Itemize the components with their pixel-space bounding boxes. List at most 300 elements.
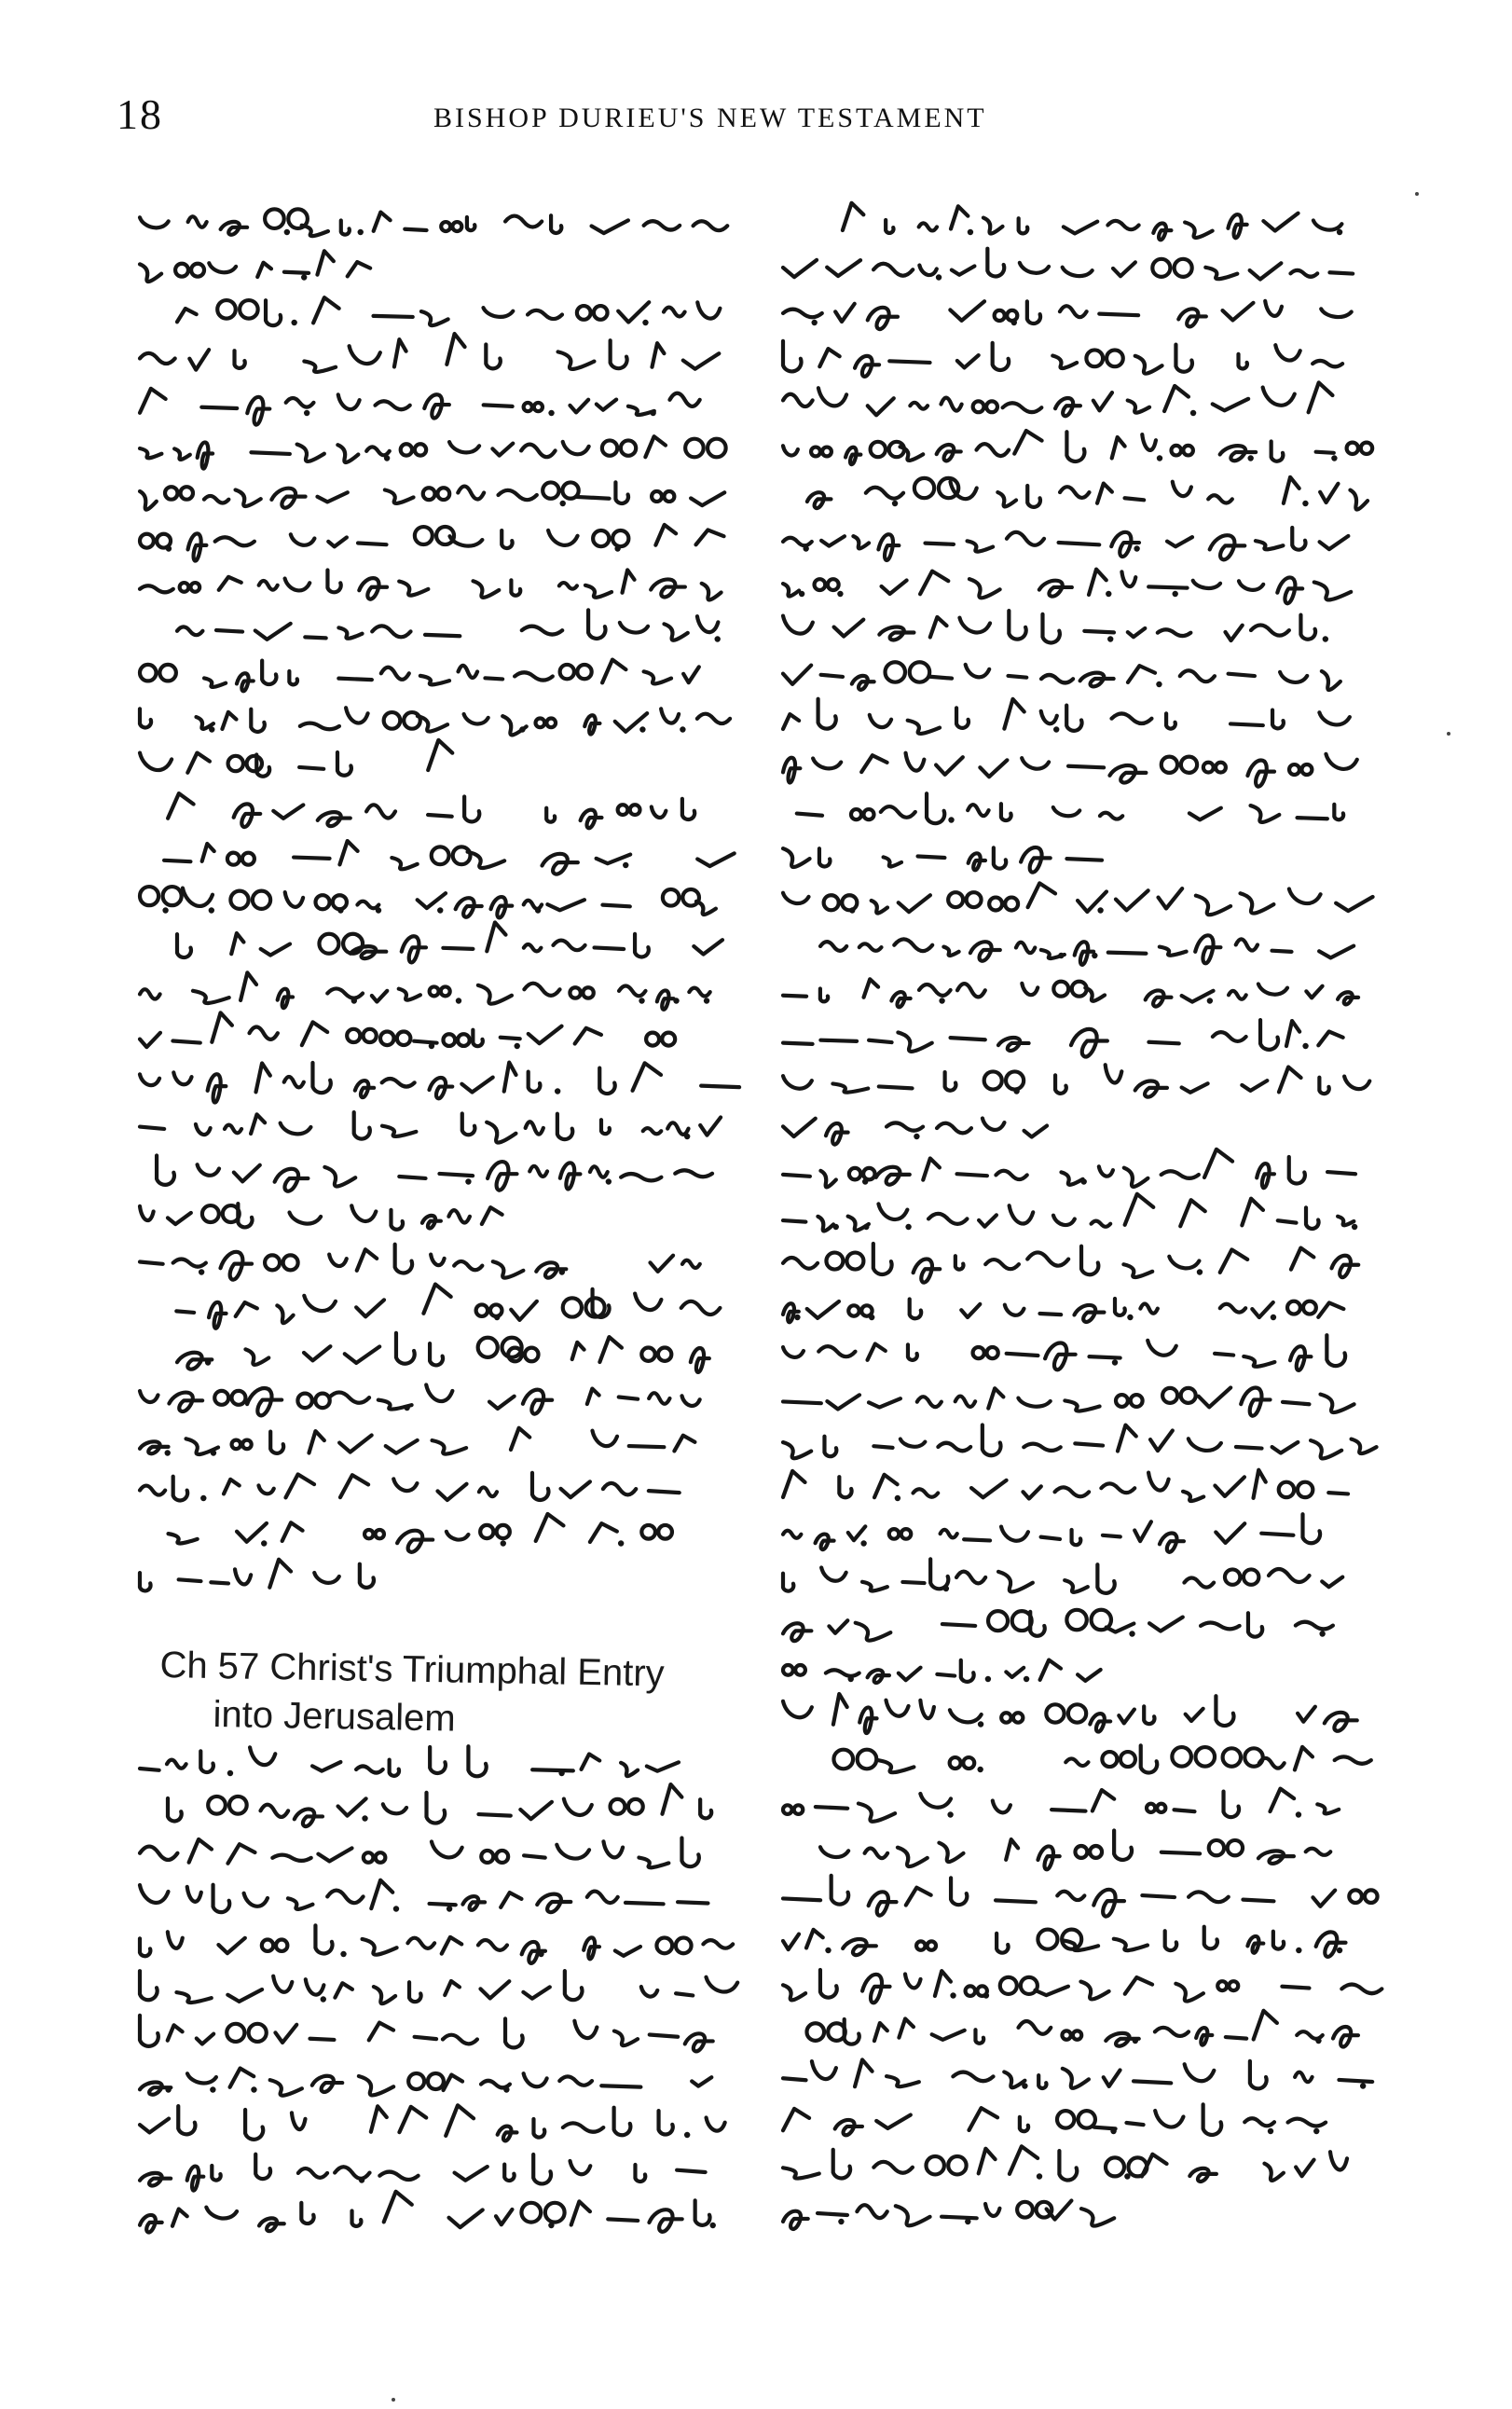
shorthand-glyph xyxy=(826,1253,863,1270)
shorthand-glyph xyxy=(1045,1342,1076,1370)
shorthand-glyph xyxy=(1282,1987,1309,1989)
shorthand-glyph xyxy=(1319,712,1349,724)
shorthand-glyph xyxy=(1287,1301,1316,1315)
shorthand-glyph xyxy=(783,446,798,455)
punctuation-dot xyxy=(1058,953,1064,958)
shorthand-glyph xyxy=(1292,528,1305,550)
shorthand-glyph xyxy=(920,1700,934,1718)
shorthand-glyph xyxy=(661,709,679,723)
shorthand-glyph xyxy=(951,206,968,228)
shorthand-glyph xyxy=(557,1114,572,1139)
shorthand-line xyxy=(783,979,1358,1007)
shorthand-glyph xyxy=(345,1346,379,1362)
shorthand-glyph xyxy=(859,943,882,950)
shorthand-glyph xyxy=(783,1442,811,1458)
shorthand-glyph xyxy=(582,1754,600,1769)
shorthand-glyph xyxy=(546,808,555,822)
shorthand-glyph xyxy=(309,1431,323,1452)
shorthand-glyph xyxy=(234,1165,260,1182)
shorthand-glyph xyxy=(1215,1477,1244,1496)
shorthand-glyph xyxy=(848,1526,866,1540)
shorthand-glyph xyxy=(1016,943,1035,953)
shorthand-glyph xyxy=(783,1043,813,1044)
shorthand-glyph xyxy=(357,902,378,908)
shorthand-glyph xyxy=(1244,1356,1274,1367)
shorthand-glyph xyxy=(1349,1890,1377,1903)
shorthand-glyph xyxy=(694,221,728,230)
shorthand-glyph xyxy=(682,799,694,819)
shorthand-glyph xyxy=(1161,1852,1200,1854)
shorthand-glyph xyxy=(446,2105,474,2136)
shorthand-glyph xyxy=(819,848,831,866)
shorthand-glyph xyxy=(168,793,194,819)
shorthand-glyph xyxy=(318,812,351,826)
shorthand-glyph xyxy=(430,1343,443,1365)
shorthand-line xyxy=(843,203,1342,241)
shorthand-glyph xyxy=(644,221,680,229)
shorthand-line xyxy=(140,209,727,236)
shorthand-glyph xyxy=(979,1215,997,1226)
shorthand-glyph xyxy=(1272,951,1292,952)
shorthand-glyph xyxy=(813,758,841,768)
shorthand-glyph xyxy=(970,942,1000,961)
shorthand-glyph xyxy=(1158,629,1191,636)
shorthand-glyph xyxy=(177,626,202,635)
shorthand-glyph xyxy=(418,893,446,908)
shorthand-glyph xyxy=(284,1077,304,1087)
shorthand-glyph xyxy=(357,1249,377,1271)
shorthand-glyph xyxy=(1161,1171,1199,1178)
punctuation-dot xyxy=(614,545,620,551)
shorthand-glyph xyxy=(140,353,175,364)
punctuation-dot xyxy=(351,998,357,1003)
shorthand-glyph xyxy=(1331,1256,1358,1277)
shorthand-glyph xyxy=(1185,222,1212,238)
shorthand-glyph xyxy=(140,1206,154,1220)
shorthand-glyph xyxy=(829,1620,847,1633)
shorthand-glyph xyxy=(351,1205,376,1221)
shorthand-glyph xyxy=(595,947,625,949)
shorthand-glyph xyxy=(664,308,685,317)
shorthand-glyph xyxy=(441,222,461,231)
shorthand-glyph xyxy=(1258,984,1287,994)
shorthand-glyph xyxy=(1134,2081,1171,2083)
shorthand-glyph xyxy=(202,844,214,861)
shorthand-glyph xyxy=(1269,1569,1310,1582)
shorthand-glyph xyxy=(1297,2031,1323,2039)
punctuation-dot xyxy=(948,817,954,822)
shorthand-glyph xyxy=(926,2156,966,2174)
shorthand-glyph xyxy=(1072,1530,1081,1545)
shorthand-glyph xyxy=(168,1932,183,1948)
shorthand-line xyxy=(140,1245,700,1280)
shorthand-glyph xyxy=(917,1397,942,1407)
shorthand-glyph xyxy=(414,1041,436,1043)
shorthand-line xyxy=(140,482,724,509)
shorthand-line xyxy=(177,610,721,641)
shorthand-glyph xyxy=(865,1849,888,1859)
shorthand-glyph xyxy=(548,530,577,545)
shorthand-glyph xyxy=(524,1855,545,1857)
punctuation-dot xyxy=(1197,1269,1203,1274)
shorthand-glyph xyxy=(1128,400,1149,412)
shorthand-glyph xyxy=(1216,1523,1244,1543)
shorthand-glyph xyxy=(845,447,860,464)
shorthand-glyph xyxy=(428,815,452,817)
shorthand-glyph xyxy=(811,447,832,457)
shorthand-glyph xyxy=(428,740,452,770)
shorthand-glyph xyxy=(783,714,799,729)
shorthand-line xyxy=(783,1470,1348,1501)
shorthand-glyph xyxy=(524,984,559,996)
shorthand-glyph xyxy=(833,1750,876,1769)
shorthand-glyph xyxy=(959,618,990,633)
shorthand-glyph xyxy=(908,721,940,734)
shorthand-glyph xyxy=(511,1301,537,1320)
shorthand-glyph xyxy=(1024,1126,1048,1137)
shorthand-line xyxy=(140,2192,716,2233)
shorthand-glyph xyxy=(140,1127,164,1129)
shorthand-glyph xyxy=(1149,1617,1183,1631)
punctuation-dot xyxy=(1011,320,1017,325)
shorthand-glyph xyxy=(621,1763,638,1776)
shorthand-glyph xyxy=(998,1572,1033,1592)
shorthand-glyph xyxy=(898,1848,928,1866)
shorthand-line xyxy=(140,1473,680,1501)
shorthand-glyph xyxy=(227,853,254,865)
shorthand-glyph xyxy=(937,1674,955,1676)
shorthand-glyph xyxy=(849,1168,875,1179)
shorthand-glyph xyxy=(338,394,360,409)
shorthand-glyph xyxy=(1279,1482,1313,1497)
shorthand-glyph xyxy=(317,492,347,502)
shorthand-glyph xyxy=(1060,306,1087,317)
shorthand-glyph xyxy=(449,442,479,452)
shorthand-glyph xyxy=(906,753,925,771)
shorthand-glyph xyxy=(237,673,254,691)
shorthand-glyph xyxy=(375,401,409,409)
shorthand-glyph xyxy=(1239,581,1263,590)
shorthand-line xyxy=(140,389,700,425)
shorthand-glyph xyxy=(619,985,645,996)
shorthand-glyph xyxy=(853,536,869,548)
shorthand-glyph xyxy=(619,1397,638,1399)
shorthand-line xyxy=(783,847,1102,873)
punctuation-dot xyxy=(914,1134,919,1139)
shorthand-glyph xyxy=(1344,1077,1369,1090)
punctuation-dot xyxy=(1106,591,1111,597)
shorthand-glyph xyxy=(523,1390,552,1414)
shorthand-glyph xyxy=(1065,1758,1088,1766)
shorthand-glyph xyxy=(894,939,932,951)
shorthand-glyph xyxy=(140,989,160,998)
shorthand-glyph xyxy=(1027,301,1040,323)
shorthand-glyph xyxy=(1020,2117,1028,2131)
shorthand-glyph xyxy=(973,1347,998,1358)
shorthand-glyph xyxy=(1236,939,1258,950)
shorthand-glyph xyxy=(857,2205,887,2218)
shorthand-glyph xyxy=(1295,2072,1312,2082)
shorthand-glyph xyxy=(1009,676,1027,678)
shorthand-glyph xyxy=(304,1296,336,1311)
shorthand-glyph xyxy=(783,1934,799,1950)
shorthand-glyph xyxy=(1101,1483,1134,1493)
shorthand-glyph xyxy=(706,1977,737,1992)
shorthand-glyph xyxy=(919,984,951,996)
shorthand-glyph xyxy=(285,579,310,591)
shorthand-glyph xyxy=(1208,495,1232,502)
shorthand-line xyxy=(783,699,1350,734)
shorthand-glyph xyxy=(700,1799,711,1818)
shorthand-glyph xyxy=(1296,1622,1333,1630)
shorthand-glyph xyxy=(297,1394,329,1408)
shorthand-glyph xyxy=(871,442,904,457)
shorthand-glyph xyxy=(386,1440,418,1453)
punctuation-dot xyxy=(794,1315,800,1320)
shorthand-glyph xyxy=(536,1514,564,1541)
shorthand-glyph xyxy=(783,666,811,684)
shorthand-glyph xyxy=(286,398,314,407)
chapter-heading-line-2: into Jerusalem xyxy=(213,1694,457,1740)
punctuation-dot xyxy=(1173,591,1178,597)
shorthand-glyph xyxy=(224,1480,240,1494)
shorthand-glyph xyxy=(225,1125,241,1134)
shorthand-glyph xyxy=(529,1072,541,1092)
shorthand-glyph xyxy=(251,1114,265,1134)
punctuation-dot xyxy=(838,2219,844,2224)
punctuation-dot xyxy=(1319,1631,1325,1636)
shorthand-glyph xyxy=(1142,434,1156,450)
shorthand-glyph xyxy=(570,2161,591,2174)
shorthand-glyph xyxy=(521,445,555,458)
shorthand-glyph xyxy=(886,662,930,681)
shorthand-glyph xyxy=(639,1858,668,1868)
shorthand-glyph xyxy=(1000,1977,1038,1994)
shorthand-glyph xyxy=(694,940,722,954)
shorthand-glyph xyxy=(585,585,612,598)
shorthand-glyph xyxy=(916,1941,936,1949)
shorthand-glyph xyxy=(1103,1535,1120,1537)
shorthand-glyph xyxy=(140,389,166,413)
shorthand-glyph xyxy=(937,445,961,461)
shorthand-glyph xyxy=(662,1784,681,1814)
shorthand-glyph xyxy=(1111,532,1139,557)
shorthand-glyph xyxy=(592,1431,617,1446)
punctuation-dot xyxy=(393,1906,399,1911)
shorthand-glyph xyxy=(1306,1207,1319,1229)
punctuation-dot xyxy=(623,862,628,868)
shorthand-glyph xyxy=(230,2069,254,2087)
shorthand-line xyxy=(140,570,722,599)
shorthand-glyph xyxy=(683,353,720,369)
shorthand-glyph xyxy=(164,860,190,861)
shorthand-glyph xyxy=(393,1479,417,1491)
shorthand-glyph xyxy=(667,1122,688,1135)
shorthand-glyph xyxy=(1314,582,1351,599)
shorthand-glyph xyxy=(1093,392,1112,410)
shorthand-glyph xyxy=(262,661,276,684)
punctuation-dot xyxy=(535,907,541,913)
shorthand-glyph xyxy=(564,1799,592,1815)
shorthand-glyph xyxy=(1295,1747,1313,1770)
shorthand-glyph xyxy=(173,1260,206,1267)
shorthand-glyph xyxy=(216,630,242,632)
shorthand-glyph xyxy=(597,855,631,864)
shorthand-glyph xyxy=(819,349,839,366)
shorthand-glyph xyxy=(227,2024,267,2042)
shorthand-glyph xyxy=(818,2213,847,2215)
punctuation-dot xyxy=(1134,545,1139,551)
shorthand-glyph xyxy=(140,887,182,905)
shorthand-glyph xyxy=(511,580,520,595)
shorthand-glyph xyxy=(649,1491,680,1493)
shorthand-glyph xyxy=(1265,301,1282,316)
shorthand-glyph xyxy=(444,2075,462,2091)
shorthand-glyph xyxy=(169,1393,202,1411)
shorthand-glyph xyxy=(1256,541,1284,549)
shorthand-glyph xyxy=(306,1979,324,1994)
shorthand-glyph xyxy=(887,2076,919,2086)
shorthand-glyph xyxy=(420,676,449,684)
shorthand-glyph xyxy=(337,445,358,462)
shorthand-glyph xyxy=(1338,1217,1354,1226)
shorthand-glyph xyxy=(685,2033,713,2051)
shorthand-glyph xyxy=(919,223,937,230)
shorthand-glyph xyxy=(1081,2209,1114,2225)
shorthand-glyph xyxy=(1213,1032,1246,1041)
shorthand-glyph xyxy=(504,2165,514,2181)
shorthand-glyph xyxy=(140,665,176,681)
shorthand-glyph xyxy=(505,216,542,227)
shorthand-glyph xyxy=(177,309,197,322)
shorthand-glyph xyxy=(1321,1395,1354,1412)
shorthand-glyph xyxy=(821,536,845,545)
shorthand-glyph xyxy=(1018,1398,1050,1407)
punctuation-dot xyxy=(1022,2083,1027,2088)
shorthand-line xyxy=(140,1925,733,1963)
shorthand-glyph xyxy=(833,2150,850,2179)
shorthand-glyph xyxy=(873,1446,892,1448)
shorthand-glyph xyxy=(697,853,734,866)
shorthand-glyph xyxy=(807,1301,839,1318)
shorthand-glyph xyxy=(1279,1067,1301,1093)
shorthand-glyph xyxy=(1052,356,1077,369)
shorthand-line xyxy=(783,570,1351,604)
shorthand-line xyxy=(140,1746,679,1776)
punctuation-dot xyxy=(1268,2128,1273,2134)
shorthand-glyph xyxy=(374,316,413,317)
shorthand-glyph xyxy=(1189,1892,1229,1902)
shorthand-glyph xyxy=(140,217,169,227)
shorthand-glyph xyxy=(140,2173,171,2186)
shorthand-glyph xyxy=(227,1844,254,1864)
shorthand-glyph xyxy=(1086,350,1122,366)
shorthand-glyph xyxy=(820,942,846,951)
shorthand-glyph xyxy=(302,226,328,236)
shorthand-glyph xyxy=(533,2154,551,2183)
shorthand-glyph xyxy=(140,2215,162,2232)
shorthand-glyph xyxy=(1001,1713,1023,1722)
shorthand-glyph xyxy=(930,1559,948,1589)
shorthand-glyph xyxy=(985,1260,1019,1269)
punctuation-dot xyxy=(1157,455,1162,461)
shorthand-glyph xyxy=(1121,571,1135,586)
shorthand-glyph xyxy=(140,1033,160,1047)
shorthand-glyph xyxy=(1306,986,1322,998)
shorthand-line xyxy=(797,793,1343,823)
shorthand-glyph xyxy=(691,1348,709,1372)
shorthand-glyph xyxy=(442,1937,461,1954)
punctuation-dot xyxy=(1127,1315,1133,1320)
shorthand-glyph xyxy=(1135,1081,1167,1097)
shorthand-glyph xyxy=(172,2209,187,2225)
shorthand-glyph xyxy=(1225,626,1242,640)
shorthand-glyph xyxy=(481,1851,508,1863)
shorthand-glyph xyxy=(405,229,426,230)
shorthand-glyph xyxy=(478,1940,507,1950)
shorthand-glyph xyxy=(618,302,649,322)
shorthand-glyph xyxy=(198,442,213,468)
shorthand-glyph xyxy=(1114,1830,1132,1860)
punctuation-dot xyxy=(860,1540,866,1546)
shorthand-glyph xyxy=(439,1174,473,1176)
shorthand-glyph xyxy=(878,534,899,560)
punctuation-dot xyxy=(162,907,168,913)
shorthand-glyph xyxy=(818,388,846,406)
shorthand-glyph xyxy=(1116,1395,1143,1407)
shorthand-glyph xyxy=(685,439,725,458)
left-shorthand-text xyxy=(140,191,736,2279)
shorthand-glyph xyxy=(983,1425,1001,1456)
shorthand-glyph xyxy=(1241,1387,1270,1415)
shorthand-glyph xyxy=(176,1311,194,1313)
shorthand-glyph xyxy=(338,1798,366,1815)
punctuation-dot xyxy=(200,1495,206,1501)
shorthand-glyph xyxy=(674,1436,694,1452)
shorthand-glyph xyxy=(783,1574,793,1591)
punctuation-dot xyxy=(985,1676,991,1682)
left-column xyxy=(140,191,736,2279)
shorthand-glyph xyxy=(1126,2123,1143,2125)
punctuation-dot xyxy=(684,2132,690,2138)
shorthand-glyph xyxy=(364,1852,386,1863)
shorthand-glyph xyxy=(806,1930,823,1948)
shorthand-line xyxy=(783,1335,1345,1370)
shorthand-glyph xyxy=(985,2204,999,2216)
shorthand-glyph xyxy=(824,1437,836,1456)
shorthand-line xyxy=(176,1285,720,1328)
shorthand-glyph xyxy=(806,2023,845,2041)
shorthand-glyph xyxy=(937,1123,971,1134)
shorthand-glyph xyxy=(140,1847,177,1860)
shorthand-line xyxy=(140,2105,725,2141)
shorthand-line xyxy=(783,2201,1114,2229)
shorthand-glyph xyxy=(633,1063,661,1090)
shorthand-glyph xyxy=(1057,2111,1095,2127)
shorthand-line xyxy=(177,922,722,962)
shorthand-glyph xyxy=(1162,1388,1196,1403)
shorthand-glyph xyxy=(983,1119,1005,1130)
shorthand-glyph xyxy=(980,760,1007,777)
punctuation-dot xyxy=(950,1992,955,1998)
shorthand-glyph xyxy=(873,1244,892,1274)
shorthand-glyph xyxy=(1018,2021,1051,2034)
shorthand-glyph xyxy=(1107,221,1138,229)
shorthand-glyph xyxy=(588,610,605,639)
shorthand-glyph xyxy=(961,1304,980,1317)
shorthand-glyph xyxy=(230,891,270,909)
shorthand-glyph xyxy=(563,2123,603,2131)
